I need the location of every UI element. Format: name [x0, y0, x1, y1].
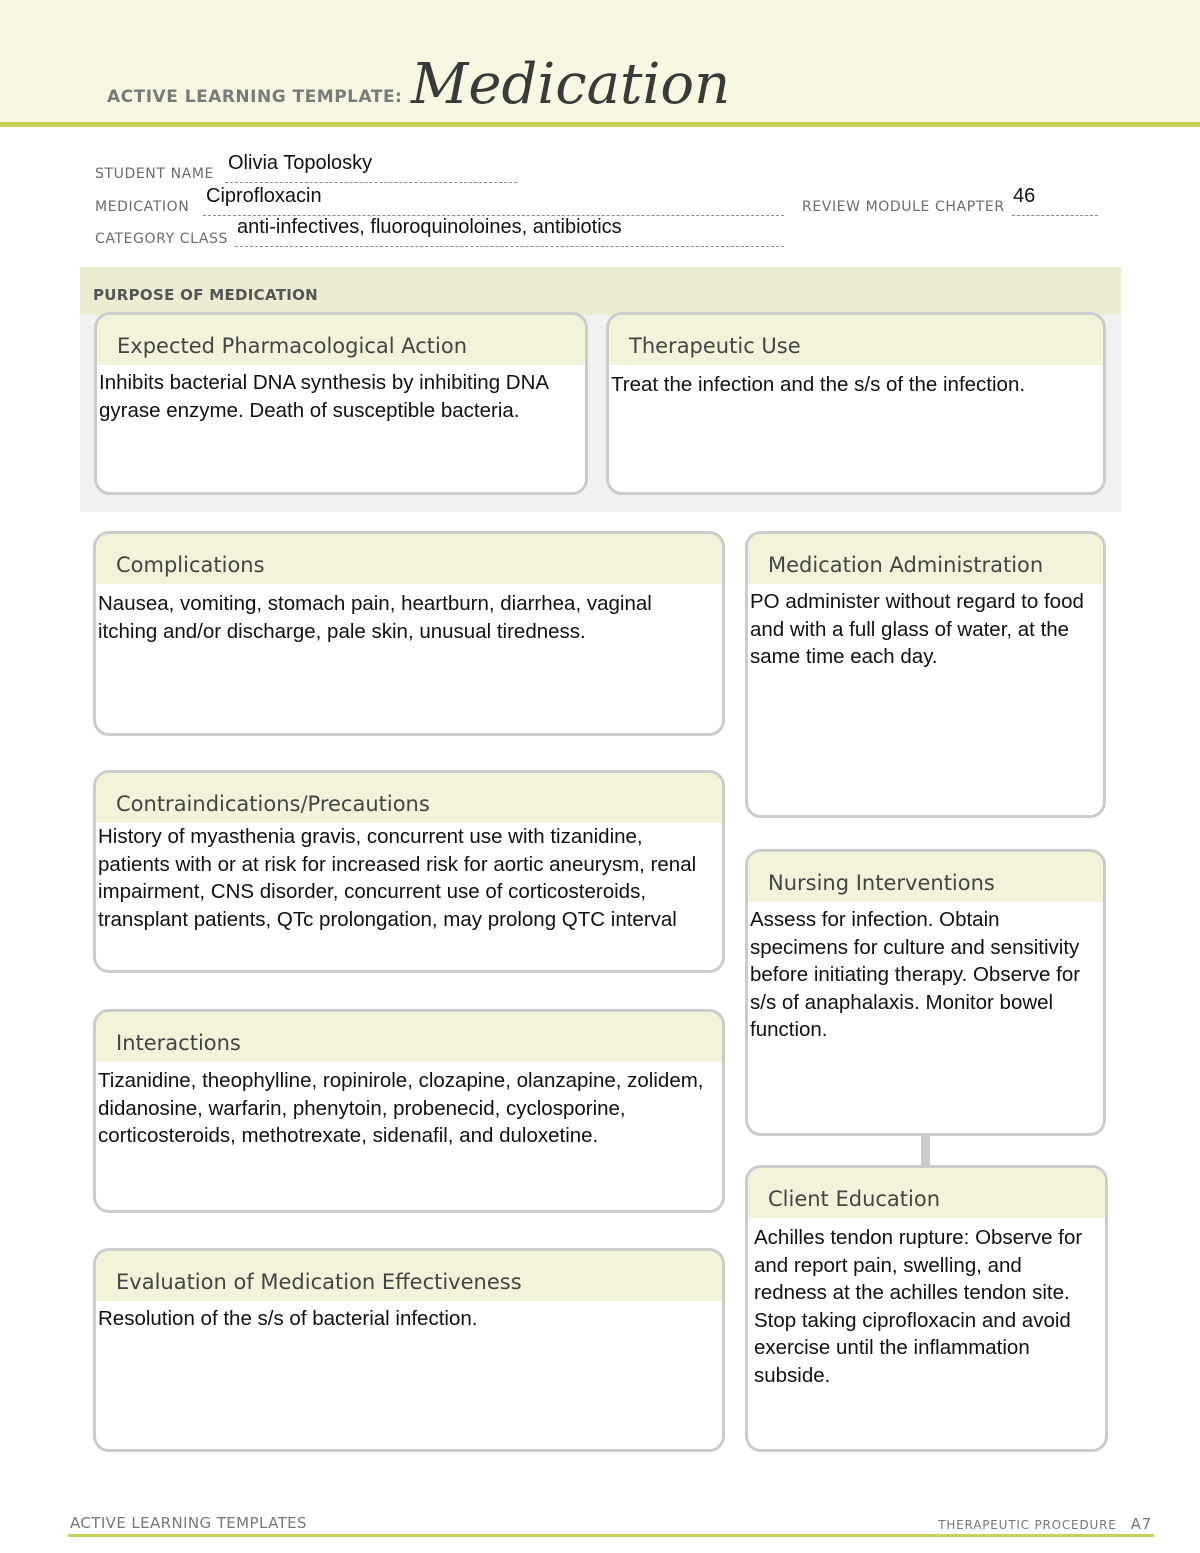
purpose-title: PURPOSE OF MEDICATION: [93, 286, 319, 304]
footer-rule: [68, 1534, 1154, 1537]
complications-box: [93, 531, 725, 736]
student-name-line: [225, 182, 517, 183]
evaluation-box: [93, 1248, 725, 1452]
student-name-field[interactable]: Olivia Topolosky: [228, 152, 373, 174]
client-education-box: [745, 1165, 1108, 1452]
nursing-interventions-box: [745, 849, 1106, 1136]
therapeutic-use-box: [606, 312, 1106, 495]
review-module-label: REVIEW MODULE CHAPTER: [802, 199, 1005, 215]
medication-field[interactable]: Ciprofloxacin: [206, 185, 322, 207]
contraindications-box: [93, 770, 725, 973]
footer-right: [938, 1515, 1152, 1533]
footer-page-number: A7: [1130, 1515, 1152, 1533]
expected-action-text[interactable]: Inhibits bacterial DNA synthesis by inhibiting DNA gyrase enzyme. Death of susceptible bacteria.: [99, 371, 548, 422]
template-title: Medication: [411, 52, 731, 117]
footer-left: ACTIVE LEARNING TEMPLATES: [70, 1514, 307, 1532]
category-class-label: CATEGORY CLASS: [95, 231, 229, 247]
medication-administration-box: [745, 531, 1106, 818]
interactions-box: [93, 1009, 725, 1213]
expected-action-box: [94, 312, 588, 495]
review-module-field[interactable]: 46: [1013, 185, 1036, 207]
therapeutic-use-heading: Therapeutic Use: [609, 315, 1103, 365]
client-education-heading: Client Education: [748, 1168, 1105, 1218]
nursing-interventions-text[interactable]: Assess for infection. Obtain specimens for culture and sensitivity before initiating therapy. Observe for s/s of anaphalaxis. Monitor bowel function.: [750, 908, 1081, 1041]
interactions-heading: Interactions: [96, 1012, 722, 1062]
nursing-interventions-heading: Nursing Interventions: [748, 852, 1103, 902]
contraindications-heading: Contraindications/Precautions: [96, 773, 722, 823]
medication-administration-heading: Medication Administration: [748, 534, 1103, 584]
template-label: ACTIVE LEARNING TEMPLATE:: [107, 87, 403, 107]
footer-section: THERAPEUTIC PROCEDURE: [938, 1518, 1117, 1532]
header-rule: [0, 122, 1200, 127]
client-education-text[interactable]: [748, 1218, 1105, 1389]
category-class-field[interactable]: anti-infectives, fluoroquinoloines, antibiotics: [237, 216, 622, 238]
medication-administration-text[interactable]: PO administer without regard to food and with a full glass of water, at the same time each day.: [750, 590, 1084, 668]
contraindications-text[interactable]: History of myasthenia gravis, concurrent use with tizanidine, patients with or at risk for increased risk for aortic aneurysm, renal impairment, CNS disorder, concurrent use of corticosteroids, transplant patients, QTc prolongation, may prolong QTC interval: [98, 825, 697, 931]
medication-label: MEDICATION: [95, 199, 190, 215]
complications-text[interactable]: Nausea, vomiting, stomach pain, heartburn, diarrhea, vaginal itching and/or discharge, pale skin, unusual tiredness.: [98, 592, 652, 643]
student-name-label: STUDENT NAME: [95, 166, 214, 182]
client-education-line-2: Stop taking ciprofloxacin and avoid exercise until the inflammation subside.: [754, 1308, 1071, 1387]
expected-action-heading: Expected Pharmacological Action: [97, 315, 585, 365]
therapeutic-use-text[interactable]: Treat the infection and the s/s of the infection.: [611, 373, 1026, 396]
box-connector: [921, 1135, 930, 1166]
client-education-line-1: Achilles tendon rupture: Observe for and report pain, swelling, and redness at the achilles tendon site.: [754, 1226, 1083, 1304]
evaluation-heading: Evaluation of Medication Effectiveness: [96, 1251, 722, 1301]
category-class-line: [235, 246, 784, 247]
evaluation-text[interactable]: Resolution of the s/s of bacterial infection.: [98, 1307, 478, 1330]
review-module-line: [1012, 215, 1098, 216]
complications-heading: Complications: [96, 534, 722, 584]
interactions-text[interactable]: Tizanidine, theophylline, ropinirole, clozapine, olanzapine, zolidem, didanosine, warfarin, phenytoin, probenecid, cyclosporine, corticosteroids, methotrexate, sidenafil, and duloxetine.: [98, 1069, 704, 1147]
